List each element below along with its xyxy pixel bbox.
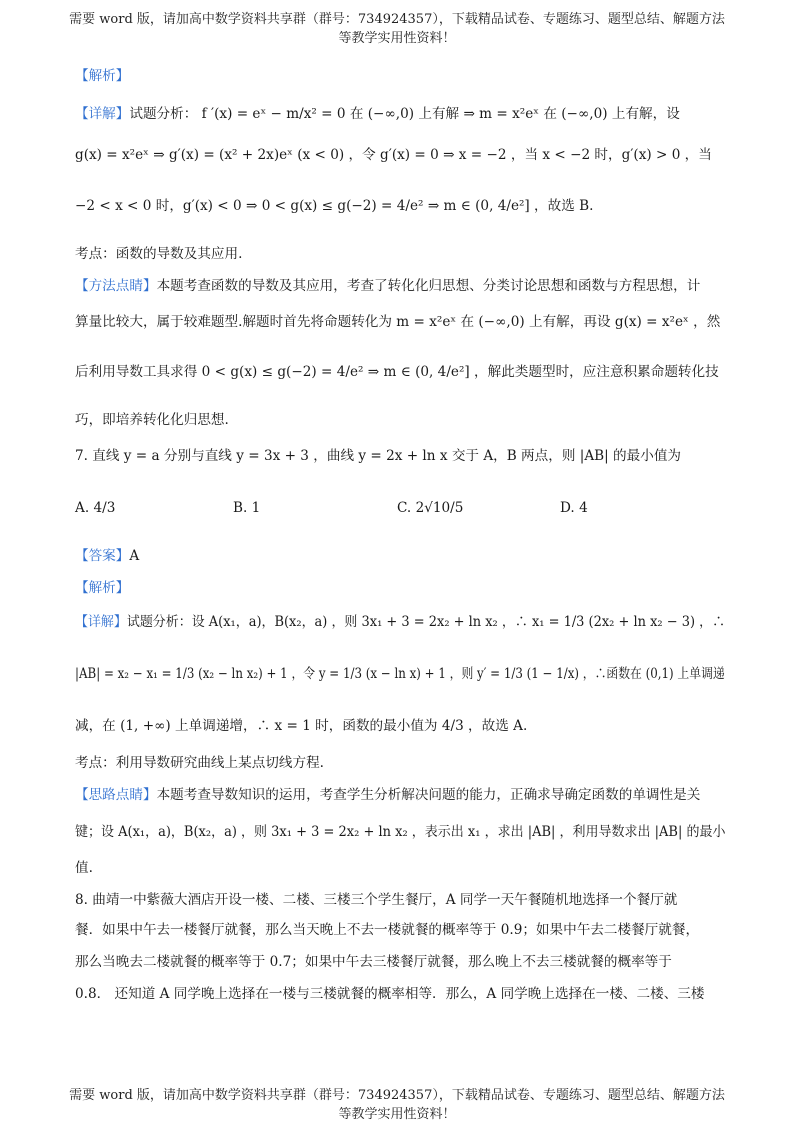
q7-option-d-value: 4 (579, 500, 588, 516)
q6-detail-line3: −2 < x < 0 时，g′(x) < 0 ⇒ 0 < g(x) ≤ g(−2) = 4/e² ⇒ m ∈ (0, 4/e²] ，故选 B. (75, 198, 594, 214)
q6-detail-text1: 试题分析： f ′(x) = eˣ − m/x² = 0 在 (−∞,0) 上有解 ⇒ m = x²eˣ 在 (−∞,0) 上有解，设 (129, 106, 680, 122)
q7-idea-line3: 值. (75, 860, 93, 876)
q7-option-a (75, 498, 115, 518)
q6-method-text1: 本题考查函数的导数及其应用，考查了转化化归思想、分类讨论思想和函数与方程思想，计 (156, 278, 701, 294)
footer-banner-line2: 等教学实用性资料！ (338, 1107, 456, 1122)
q7-answer (75, 546, 725, 566)
q6-method-line1 (75, 276, 725, 296)
q8-stem-line1: 8. 曲靖一中紫薇大酒店开设一楼、二楼、三楼三个学生餐厅，A 同学一天午餐随机地选择一个餐厅就 (75, 892, 678, 908)
q7-answer-value: A (129, 548, 140, 564)
header-banner (60, 10, 734, 48)
q7-option-d (560, 498, 588, 518)
q7-analysis-tag: 【解析】 (75, 580, 130, 596)
q8-stem-line3: 那么当晚去二楼就餐的概率等于 0.7；如果中午去三楼餐厅就餐，那么晚上不去三楼就餐的概率等于 (75, 954, 672, 970)
q7-kaodian: 考点：利用导数研究曲线上某点切线方程. (75, 755, 325, 771)
q6-method-line3: 后利用导数工具求得 0 < g(x) ≤ g(−2) = 4/e² ⇒ m ∈ (0, 4/e²] ，解此类题型时，应注意积累命题转化技 (75, 364, 719, 380)
q7-analysis-heading (75, 578, 725, 598)
footer-banner (60, 1086, 734, 1124)
footer-banner-line1: 需要 word 版，请加高中数学资料共享群（群号：734924357），下载精品试卷、专题练习、题型总结、解题方法 (69, 1088, 725, 1103)
q7-option-b-value: 1 (251, 500, 261, 516)
q7-idea-line2: 键；设 A(x₁，a)，B(x₂，a) ，则 3x₁ + 3 = 2x₂ + ln x₂ ，表示出 x₁ ，求出 |AB| ，利用导数求出 |AB| 的最小 (75, 824, 726, 840)
q6-method-tag: 【方法点睛】 (75, 278, 157, 294)
q7-option-c (397, 498, 463, 518)
q6-method-line2: 算量比较大，属于较难题型.解题时首先将命题转化为 m = x²eˣ 在 (−∞,0) 上有解，再设 g(x) = x²eˣ ，然 (75, 314, 721, 330)
q7-detail-line3: 减，在 (1, +∞) 上单调递增，∴ x = 1 时，函数的最小值为 4/3 ，故选 A. (75, 718, 528, 734)
q8-stem-line4: 0.8． 还知道 A 同学晚上选择在一楼与三楼就餐的概率相等．那么，A 同学晚上选择在一楼、二楼、三楼 (75, 986, 705, 1002)
q7-option-d-label: D. (560, 500, 575, 516)
q7-stem: 7. 直线 y = a 分别与直线 y = 3x + 3 ，曲线 y = 2x + ln x 交于 A，B 两点，则 |AB| 的最小值为 (75, 448, 682, 464)
q7-option-b-label: B. (233, 500, 248, 516)
q7-detail-tag: 【详解】 (75, 614, 127, 630)
q7-detail-line1 (75, 612, 726, 632)
q7-idea-line1 (75, 785, 725, 805)
q7-option-b (233, 498, 260, 518)
q6-analysis-heading (75, 66, 725, 86)
header-banner-line1: 需要 word 版，请加高中数学资料共享群（群号：734924357），下载精品试卷、专题练习、题型总结、解题方法 (69, 12, 725, 27)
q7-option-c-label: C. (397, 500, 412, 516)
q6-kaodian: 考点：函数的导数及其应用. (75, 246, 243, 262)
q6-detail-line1 (75, 104, 725, 124)
q6-detail-tag: 【详解】 (75, 106, 130, 122)
q7-detail-line2: |AB| = x₂ − x₁ = 1/3 (x₂ − ln x₂) + 1 ，令 y = 1/3 (x − ln x) + 1 ，则 y′ = 1/3 (1 − 1/x) ，∴函数在 (0,1) 上单调递 (75, 666, 725, 682)
header-banner-line2: 等教学实用性资料！ (338, 31, 456, 46)
q7-detail-text1: 试题分析：设 A(x₁，a)，B(x₂，a) ，则 3x₁ + 3 = 2x₂ + ln x₂ ，∴ x₁ = 1/3 (2x₂ + ln x₂ − 3) ，∴ (126, 614, 726, 630)
q7-answer-tag: 【答案】 (75, 548, 130, 564)
q7-option-a-value: 4/3 (93, 500, 116, 516)
q6-detail-line2: g(x) = x²eˣ ⇒ g′(x) = (x² + 2x)eˣ (x < 0) ，令 g′(x) = 0 ⇒ x = −2 ，当 x < −2 时，g′(x) > 0 ，当 (75, 147, 712, 163)
q8-stem-line2: 餐．如果中午去一楼餐厅就餐，那么当天晚上不去一楼就餐的概率等于 0.9；如果中午去二楼餐厅就餐， (75, 922, 700, 938)
q6-analysis-tag: 【解析】 (75, 68, 130, 84)
q7-idea-text1: 本题考查导数知识的运用，考查学生分析解决问题的能力，正确求导确定函数的单调性是关 (156, 787, 701, 803)
q6-method-line4: 巧，即培养转化化归思想. (75, 412, 229, 428)
q7-idea-tag: 【思路点睛】 (75, 787, 157, 803)
q7-option-c-value: 2√10/5 (415, 500, 464, 516)
q7-option-a-label: A. (75, 500, 90, 516)
